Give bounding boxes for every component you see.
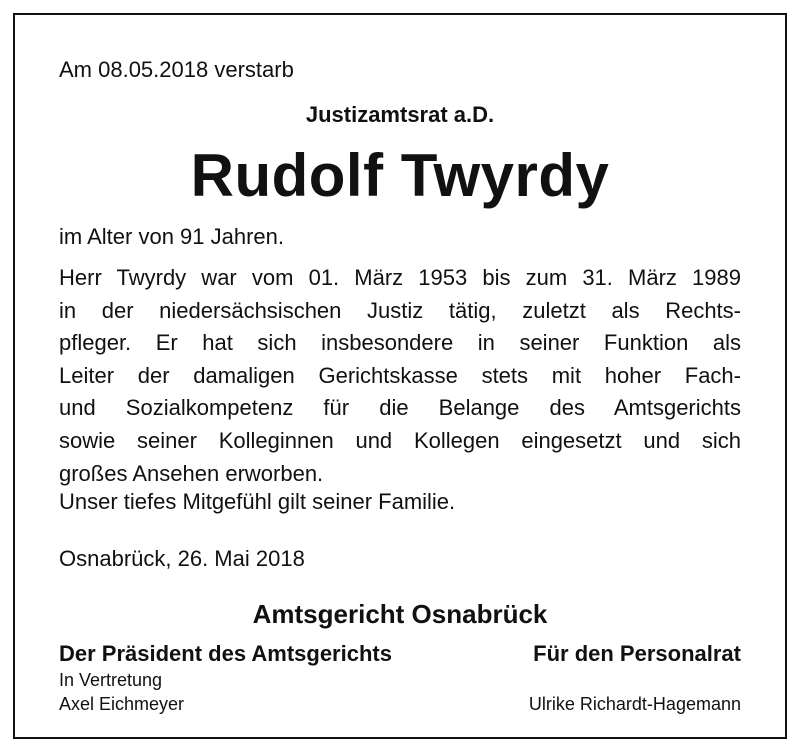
deceased-name: Rudolf Twyrdy [190, 142, 610, 209]
right-signatory-heading: Für den Personalrat [533, 641, 741, 666]
deceased-title: Justizamtsrat a.D. [305, 102, 495, 127]
paragraph-line: pfleger. Er hat sich insbesondere in seiner Funktion als [59, 330, 741, 356]
left-signatory-heading: Der Präsident des Amtsgerichts [59, 641, 392, 666]
career-paragraph [59, 262, 741, 490]
paragraph-line: in der niedersächsischen Justiz tätig, zuletzt als Rechts- [59, 297, 741, 323]
court-name: Amtsgericht Osnabrück [252, 599, 548, 629]
left-signatory-role: In Vertretung [59, 670, 163, 690]
paragraph-line: und Sozialkompetenz für die Belange des Amtsgerichts [59, 395, 741, 421]
death-date-intro: Am 08.05.2018 verstarb [59, 57, 294, 82]
right-signatory-name: Ulrike Richardt-Hagemann [528, 694, 741, 714]
paragraph-line: großes Ansehen erworben. [59, 460, 324, 486]
paragraph-line: Herr Twyrdy war vom 01. März 1953 bis zum 31. März 1989 [59, 265, 741, 290]
paragraph-line: Leiter der damaligen Gerichtskasse stets mit hoher Fach- [59, 362, 741, 388]
left-signatory-name: Axel Eichmeyer [59, 694, 185, 714]
deceased-age: im Alter von 91 Jahren. [59, 224, 285, 249]
paragraph-line: sowie seiner Kolleginnen und Kollegen eingesetzt und sich [59, 427, 741, 453]
condolence-text: Unser tiefes Mitgefühl gilt seiner Familie. [59, 489, 456, 514]
place-and-date: Osnabrück, 26. Mai 2018 [59, 546, 305, 571]
